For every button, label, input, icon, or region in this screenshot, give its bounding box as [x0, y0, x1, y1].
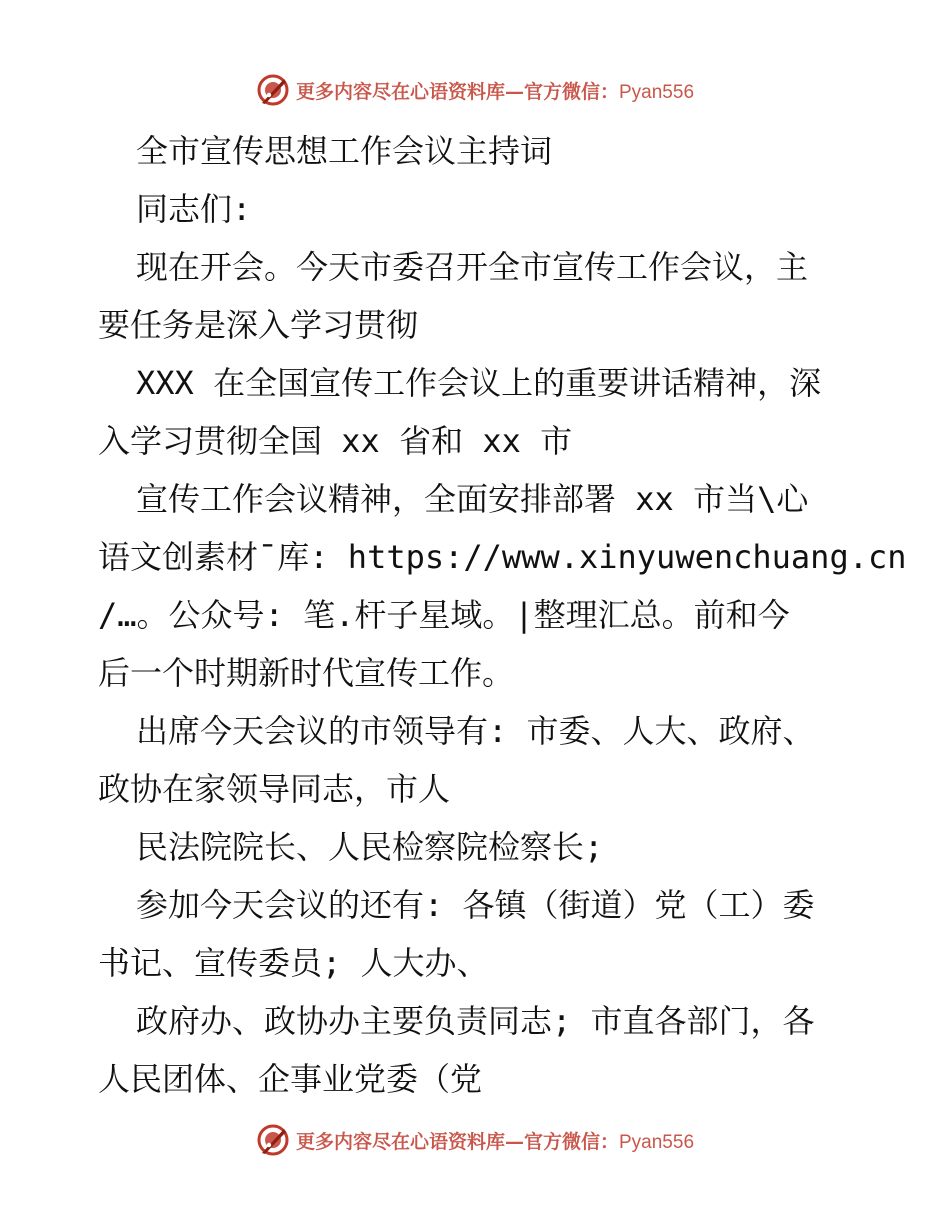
- header-banner-text: [296, 77, 694, 104]
- footer-banner: [0, 1120, 950, 1160]
- paragraph-line: XXX 在全国宣传工作会议上的重要讲话精神，深: [136, 364, 822, 402]
- document-body: [98, 122, 907, 1108]
- paragraph-line: 政协在家领导同志，市人: [98, 770, 451, 808]
- paragraph-line: 出席今天会议的市领导有: 市委、人大、政府、: [136, 712, 815, 750]
- document-title: 全市宣传思想工作会议主持词: [136, 132, 553, 170]
- paragraph-line: 入学习贯彻全国 xx 省和 xx 市: [98, 422, 573, 460]
- paragraph-line: 参加今天会议的还有: 各镇（街道）党（工）委: [136, 886, 815, 924]
- paragraph-line: 民法院院长、人民检察院检察长;: [136, 828, 604, 866]
- paragraph-line: 现在开会。今天市委召开全市宣传工作会议，主: [136, 248, 809, 286]
- salutation: 同志们:: [136, 190, 252, 228]
- paragraph-line: 人民团体、企事业党委（党: [98, 1060, 483, 1098]
- paragraph-line: 政府办、政协办主要负责同志; 市直各部门，各: [136, 1002, 815, 1040]
- footer-banner-text: [296, 1127, 694, 1154]
- paragraph-line: /…。公众号: 笔.杆子星域。|整理汇总。前和今: [98, 596, 790, 634]
- paragraph-line: 要任务是深入学习贯彻: [98, 306, 419, 344]
- header-wechat-id: Pyan556: [619, 81, 695, 103]
- quill-seal-logo-icon: [256, 1123, 290, 1157]
- footer-wechat-id: Pyan556: [619, 1131, 695, 1153]
- header-banner-main: 更多内容尽在心语资料库—官方微信：: [295, 80, 619, 103]
- paragraph-line: 后一个时期新时代宣传工作。: [98, 654, 515, 692]
- quill-seal-logo-icon: [256, 73, 290, 107]
- paragraph-line: 宣传工作会议精神，全面安排部署 xx 市当\心: [136, 480, 809, 518]
- paragraph-line: 语文创素材¯库: https://www.xinyuwenchuang.cn: [98, 538, 907, 576]
- footer-banner-main: 更多内容尽在心语资料库—官方微信：: [295, 1130, 619, 1153]
- header-banner: [0, 70, 950, 110]
- paragraph-line: 书记、宣传委员; 人大办、: [98, 944, 489, 982]
